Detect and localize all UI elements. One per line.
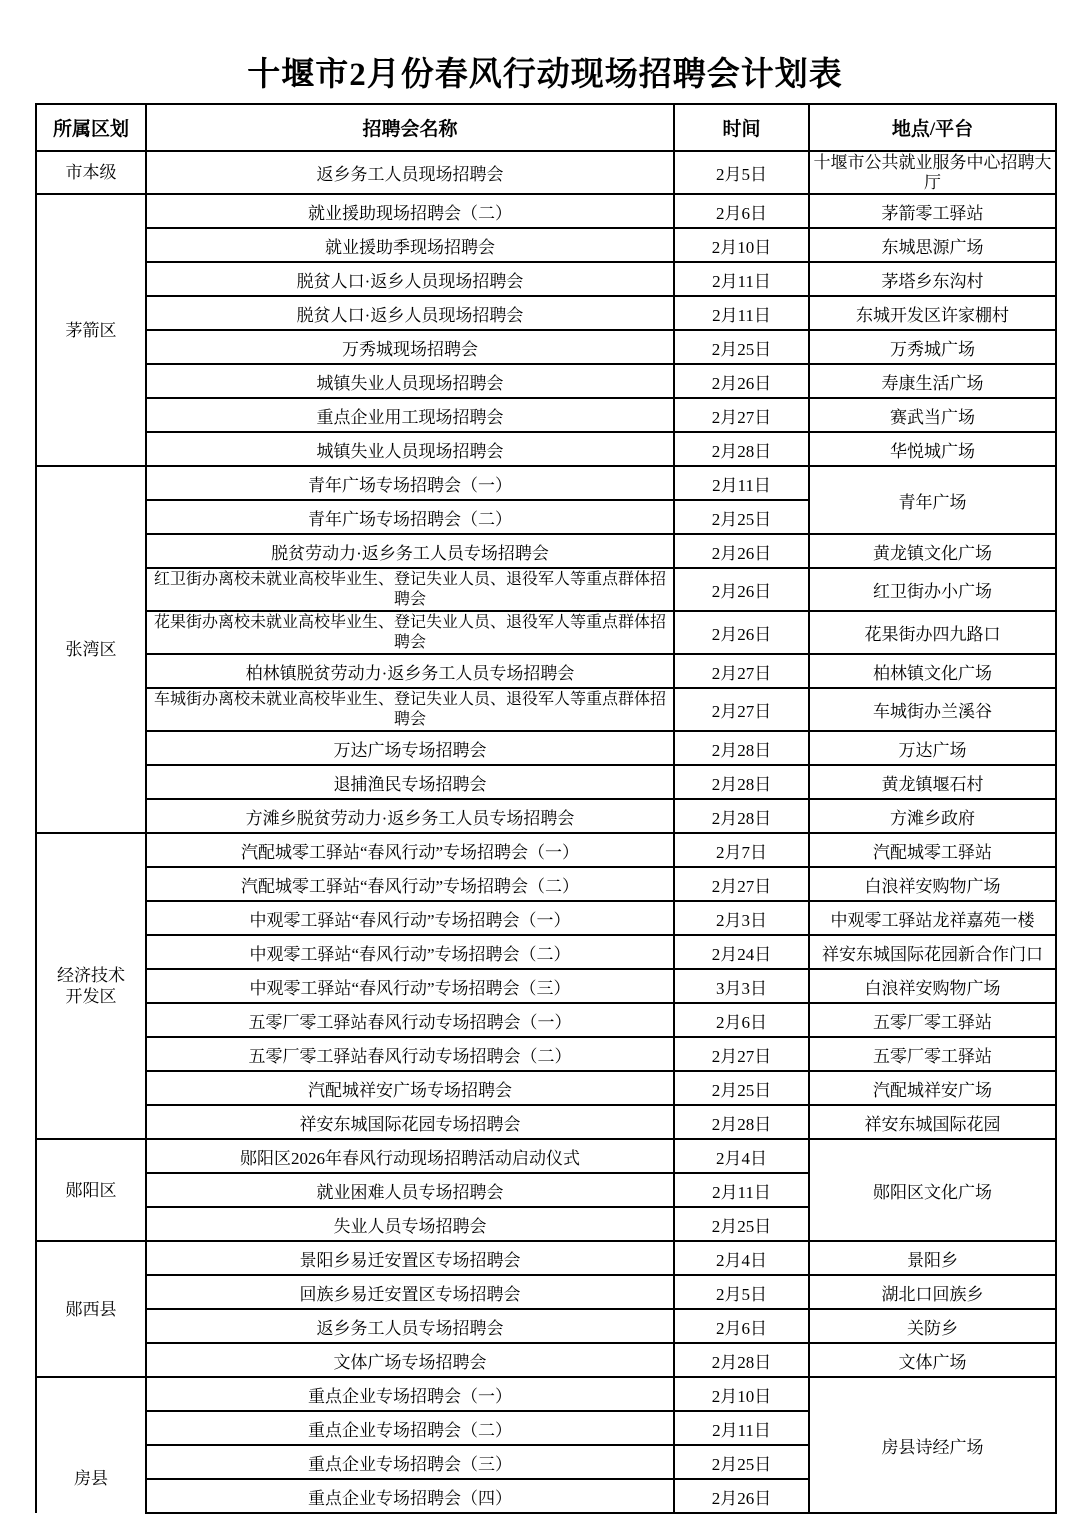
table-row	[36, 151, 1056, 194]
table-row	[36, 901, 1056, 935]
event-name-cell: 城镇失业人员现场招聘会	[146, 364, 674, 398]
date-cell: 2月28日	[674, 799, 809, 833]
date-cell: 2月27日	[674, 688, 809, 731]
table-row	[36, 330, 1056, 364]
location-cell: 华悦城广场	[809, 432, 1056, 466]
date-cell: 2月26日	[674, 611, 809, 654]
table-row	[36, 1003, 1056, 1037]
location-cell: 青年广场	[809, 466, 1056, 534]
location-cell: 汽配城祥安广场	[809, 1071, 1056, 1105]
location-cell: 白浪祥安购物广场	[809, 969, 1056, 1003]
event-name-cell: 脱贫人口·返乡人员现场招聘会	[146, 262, 674, 296]
plan-table-body	[36, 151, 1056, 1513]
table-row	[36, 611, 1056, 654]
date-cell: 2月25日	[674, 1445, 809, 1479]
date-cell: 2月7日	[674, 833, 809, 867]
table-row	[36, 1241, 1056, 1275]
date-cell: 2月28日	[674, 432, 809, 466]
date-cell: 2月28日	[674, 731, 809, 765]
district-cell: 郧阳区	[36, 1139, 146, 1241]
event-name-cell: 返乡务工人员现场招聘会	[146, 151, 674, 194]
date-cell: 2月5日	[674, 1275, 809, 1309]
date-cell: 2月4日	[674, 1241, 809, 1275]
event-name-cell: 就业援助季现场招聘会	[146, 228, 674, 262]
event-name-cell: 汽配城零工驿站“春风行动”专场招聘会（一）	[146, 833, 674, 867]
table-row	[36, 731, 1056, 765]
event-name-cell: 方滩乡脱贫劳动力·返乡务工人员专场招聘会	[146, 799, 674, 833]
event-name-cell: 青年广场专场招聘会（一）	[146, 466, 674, 500]
event-name-cell	[146, 568, 674, 611]
location-cell: 文体广场	[809, 1343, 1056, 1377]
event-name-text: 红卫街办离校未就业高校毕业生、登记失业人员、退役军人等重点群体招聘会	[153, 571, 666, 608]
district-cell: 房县	[36, 1377, 146, 1513]
date-cell: 2月3日	[674, 901, 809, 935]
event-name-cell: 返乡务工人员专场招聘会	[146, 1309, 674, 1343]
location-cell: 东城开发区许家棚村	[809, 296, 1056, 330]
location-cell: 车城街办兰溪谷	[809, 688, 1056, 731]
date-cell: 2月27日	[674, 1037, 809, 1071]
location-text: 十堰市公共就业服务中心招聘大厅	[813, 153, 1052, 192]
event-name-cell: 中观零工驿站“春风行动”专场招聘会（三）	[146, 969, 674, 1003]
location-cell: 方滩乡政府	[809, 799, 1056, 833]
date-cell: 2月28日	[674, 1343, 809, 1377]
district-cell: 郧西县	[36, 1241, 146, 1377]
event-name-cell: 脱贫劳动力·返乡务工人员专场招聘会	[146, 534, 674, 568]
event-name-cell: 万达广场专场招聘会	[146, 731, 674, 765]
event-name-cell	[146, 611, 674, 654]
event-name-cell: 汽配城祥安广场专场招聘会	[146, 1071, 674, 1105]
location-cell: 汽配城零工驿站	[809, 833, 1056, 867]
event-name-cell: 柏林镇脱贫劳动力·返乡务工人员专场招聘会	[146, 654, 674, 688]
event-name-cell	[146, 688, 674, 731]
location-cell: 中观零工驿站龙祥嘉苑一楼	[809, 901, 1056, 935]
district-cell: 经济技术开发区	[36, 833, 146, 1139]
header-district: 所属区划	[36, 104, 146, 151]
date-cell: 2月11日	[674, 262, 809, 296]
location-cell: 五零厂零工驿站	[809, 1037, 1056, 1071]
event-name-cell: 就业援助现场招聘会（二）	[146, 194, 674, 228]
date-cell: 2月11日	[674, 466, 809, 500]
location-cell: 万达广场	[809, 731, 1056, 765]
table-row	[36, 568, 1056, 611]
date-cell: 2月26日	[674, 568, 809, 611]
location-cell: 湖北口回族乡	[809, 1275, 1056, 1309]
table-row	[36, 833, 1056, 867]
event-name-cell: 失业人员专场招聘会	[146, 1207, 674, 1241]
date-cell: 2月11日	[674, 1411, 809, 1445]
location-cell: 关防乡	[809, 1309, 1056, 1343]
event-name-cell: 祥安东城国际花园专场招聘会	[146, 1105, 674, 1139]
date-cell: 2月25日	[674, 500, 809, 534]
event-name-cell: 中观零工驿站“春风行动”专场招聘会（二）	[146, 935, 674, 969]
table-row	[36, 364, 1056, 398]
location-cell: 柏林镇文化广场	[809, 654, 1056, 688]
event-name-cell: 重点企业专场招聘会（三）	[146, 1445, 674, 1479]
location-cell: 黄龙镇堰石村	[809, 765, 1056, 799]
table-row	[36, 1309, 1056, 1343]
page-title: 十堰市2月份春风行动现场招聘会计划表	[247, 57, 843, 93]
table-row	[36, 654, 1056, 688]
date-cell: 2月26日	[674, 1479, 809, 1513]
header-date: 时间	[674, 104, 809, 151]
date-cell: 2月26日	[674, 534, 809, 568]
table-row	[36, 262, 1056, 296]
date-cell: 2月11日	[674, 1173, 809, 1207]
table-row	[36, 1037, 1056, 1071]
event-name-cell: 重点企业专场招聘会（四）	[146, 1479, 674, 1513]
district-cell: 市本级	[36, 151, 146, 194]
date-cell: 2月10日	[674, 1377, 809, 1411]
location-cell: 万秀城广场	[809, 330, 1056, 364]
table-row	[36, 466, 1056, 500]
location-cell: 五零厂零工驿站	[809, 1003, 1056, 1037]
date-cell: 2月6日	[674, 1003, 809, 1037]
event-name-cell: 景阳乡易迁安置区专场招聘会	[146, 1241, 674, 1275]
event-name-cell: 重点企业专场招聘会（一）	[146, 1377, 674, 1411]
table-row	[36, 1139, 1056, 1173]
date-cell: 2月26日	[674, 364, 809, 398]
date-cell: 2月25日	[674, 330, 809, 364]
location-cell: 白浪祥安购物广场	[809, 867, 1056, 901]
table-row	[36, 194, 1056, 228]
event-name-cell: 郧阳区2026年春风行动现场招聘活动启动仪式	[146, 1139, 674, 1173]
event-name-cell: 汽配城零工驿站“春风行动”专场招聘会（二）	[146, 867, 674, 901]
district-cell: 张湾区	[36, 466, 146, 833]
table-row	[36, 867, 1056, 901]
event-name-cell: 文体广场专场招聘会	[146, 1343, 674, 1377]
event-name-cell: 回族乡易迁安置区专场招聘会	[146, 1275, 674, 1309]
header-event-name: 招聘会名称	[146, 104, 674, 151]
table-row	[36, 432, 1056, 466]
event-name-text: 车城街办离校未就业高校毕业生、登记失业人员、退役军人等重点群体招聘会	[153, 691, 666, 728]
date-cell: 2月6日	[674, 1309, 809, 1343]
location-cell: 东城思源广场	[809, 228, 1056, 262]
date-cell: 2月11日	[674, 296, 809, 330]
table-row	[36, 969, 1056, 1003]
event-name-cell: 就业困难人员专场招聘会	[146, 1173, 674, 1207]
table-row	[36, 1343, 1056, 1377]
location-cell: 红卫街办小广场	[809, 568, 1056, 611]
table-row	[36, 398, 1056, 432]
event-name-cell: 退捕渔民专场招聘会	[146, 765, 674, 799]
date-cell: 2月6日	[674, 194, 809, 228]
date-cell: 2月25日	[674, 1207, 809, 1241]
location-cell: 祥安东城国际花园	[809, 1105, 1056, 1139]
table-row	[36, 296, 1056, 330]
location-cell: 茅塔乡东沟村	[809, 262, 1056, 296]
date-cell: 2月27日	[674, 398, 809, 432]
location-cell: 赛武当广场	[809, 398, 1056, 432]
location-cell: 寿康生活广场	[809, 364, 1056, 398]
date-cell: 2月25日	[674, 1071, 809, 1105]
table-row	[36, 688, 1056, 731]
event-name-cell: 万秀城现场招聘会	[146, 330, 674, 364]
event-name-cell: 城镇失业人员现场招聘会	[146, 432, 674, 466]
location-cell: 祥安东城国际花园新合作门口	[809, 935, 1056, 969]
date-cell: 2月27日	[674, 654, 809, 688]
header-location: 地点/平台	[809, 104, 1056, 151]
district-cell: 茅箭区	[36, 194, 146, 466]
date-cell: 2月28日	[674, 765, 809, 799]
event-name-cell: 青年广场专场招聘会（二）	[146, 500, 674, 534]
location-cell	[809, 151, 1056, 194]
table-row	[36, 935, 1056, 969]
table-row	[36, 1105, 1056, 1139]
location-cell: 郧阳区文化广场	[809, 1139, 1056, 1241]
location-cell: 茅箭零工驿站	[809, 194, 1056, 228]
location-cell: 花果街办四九路口	[809, 611, 1056, 654]
table-row	[36, 1275, 1056, 1309]
date-cell: 2月10日	[674, 228, 809, 262]
location-cell: 黄龙镇文化广场	[809, 534, 1056, 568]
event-name-cell: 重点企业专场招聘会（二）	[146, 1411, 674, 1445]
header-row	[36, 104, 1056, 151]
table-row	[36, 228, 1056, 262]
table-row	[36, 534, 1056, 568]
location-cell: 景阳乡	[809, 1241, 1056, 1275]
job-fair-plan-table	[35, 103, 1057, 1514]
date-cell: 3月3日	[674, 969, 809, 1003]
date-cell: 2月24日	[674, 935, 809, 969]
event-name-cell: 重点企业用工现场招聘会	[146, 398, 674, 432]
date-cell: 2月4日	[674, 1139, 809, 1173]
location-cell: 房县诗经广场	[809, 1377, 1056, 1513]
event-name-cell: 五零厂零工驿站春风行动专场招聘会（二）	[146, 1037, 674, 1071]
date-cell: 2月5日	[674, 151, 809, 194]
event-name-cell: 脱贫人口·返乡人员现场招聘会	[146, 296, 674, 330]
event-name-text: 花果街办离校未就业高校毕业生、登记失业人员、退役军人等重点群体招聘会	[153, 614, 666, 651]
date-cell: 2月28日	[674, 1105, 809, 1139]
table-row	[36, 799, 1056, 833]
date-cell: 2月27日	[674, 867, 809, 901]
table-row	[36, 1377, 1056, 1411]
table-row	[36, 1071, 1056, 1105]
table-row	[36, 765, 1056, 799]
event-name-cell: 中观零工驿站“春风行动”专场招聘会（一）	[146, 901, 674, 935]
event-name-cell: 五零厂零工驿站春风行动专场招聘会（一）	[146, 1003, 674, 1037]
